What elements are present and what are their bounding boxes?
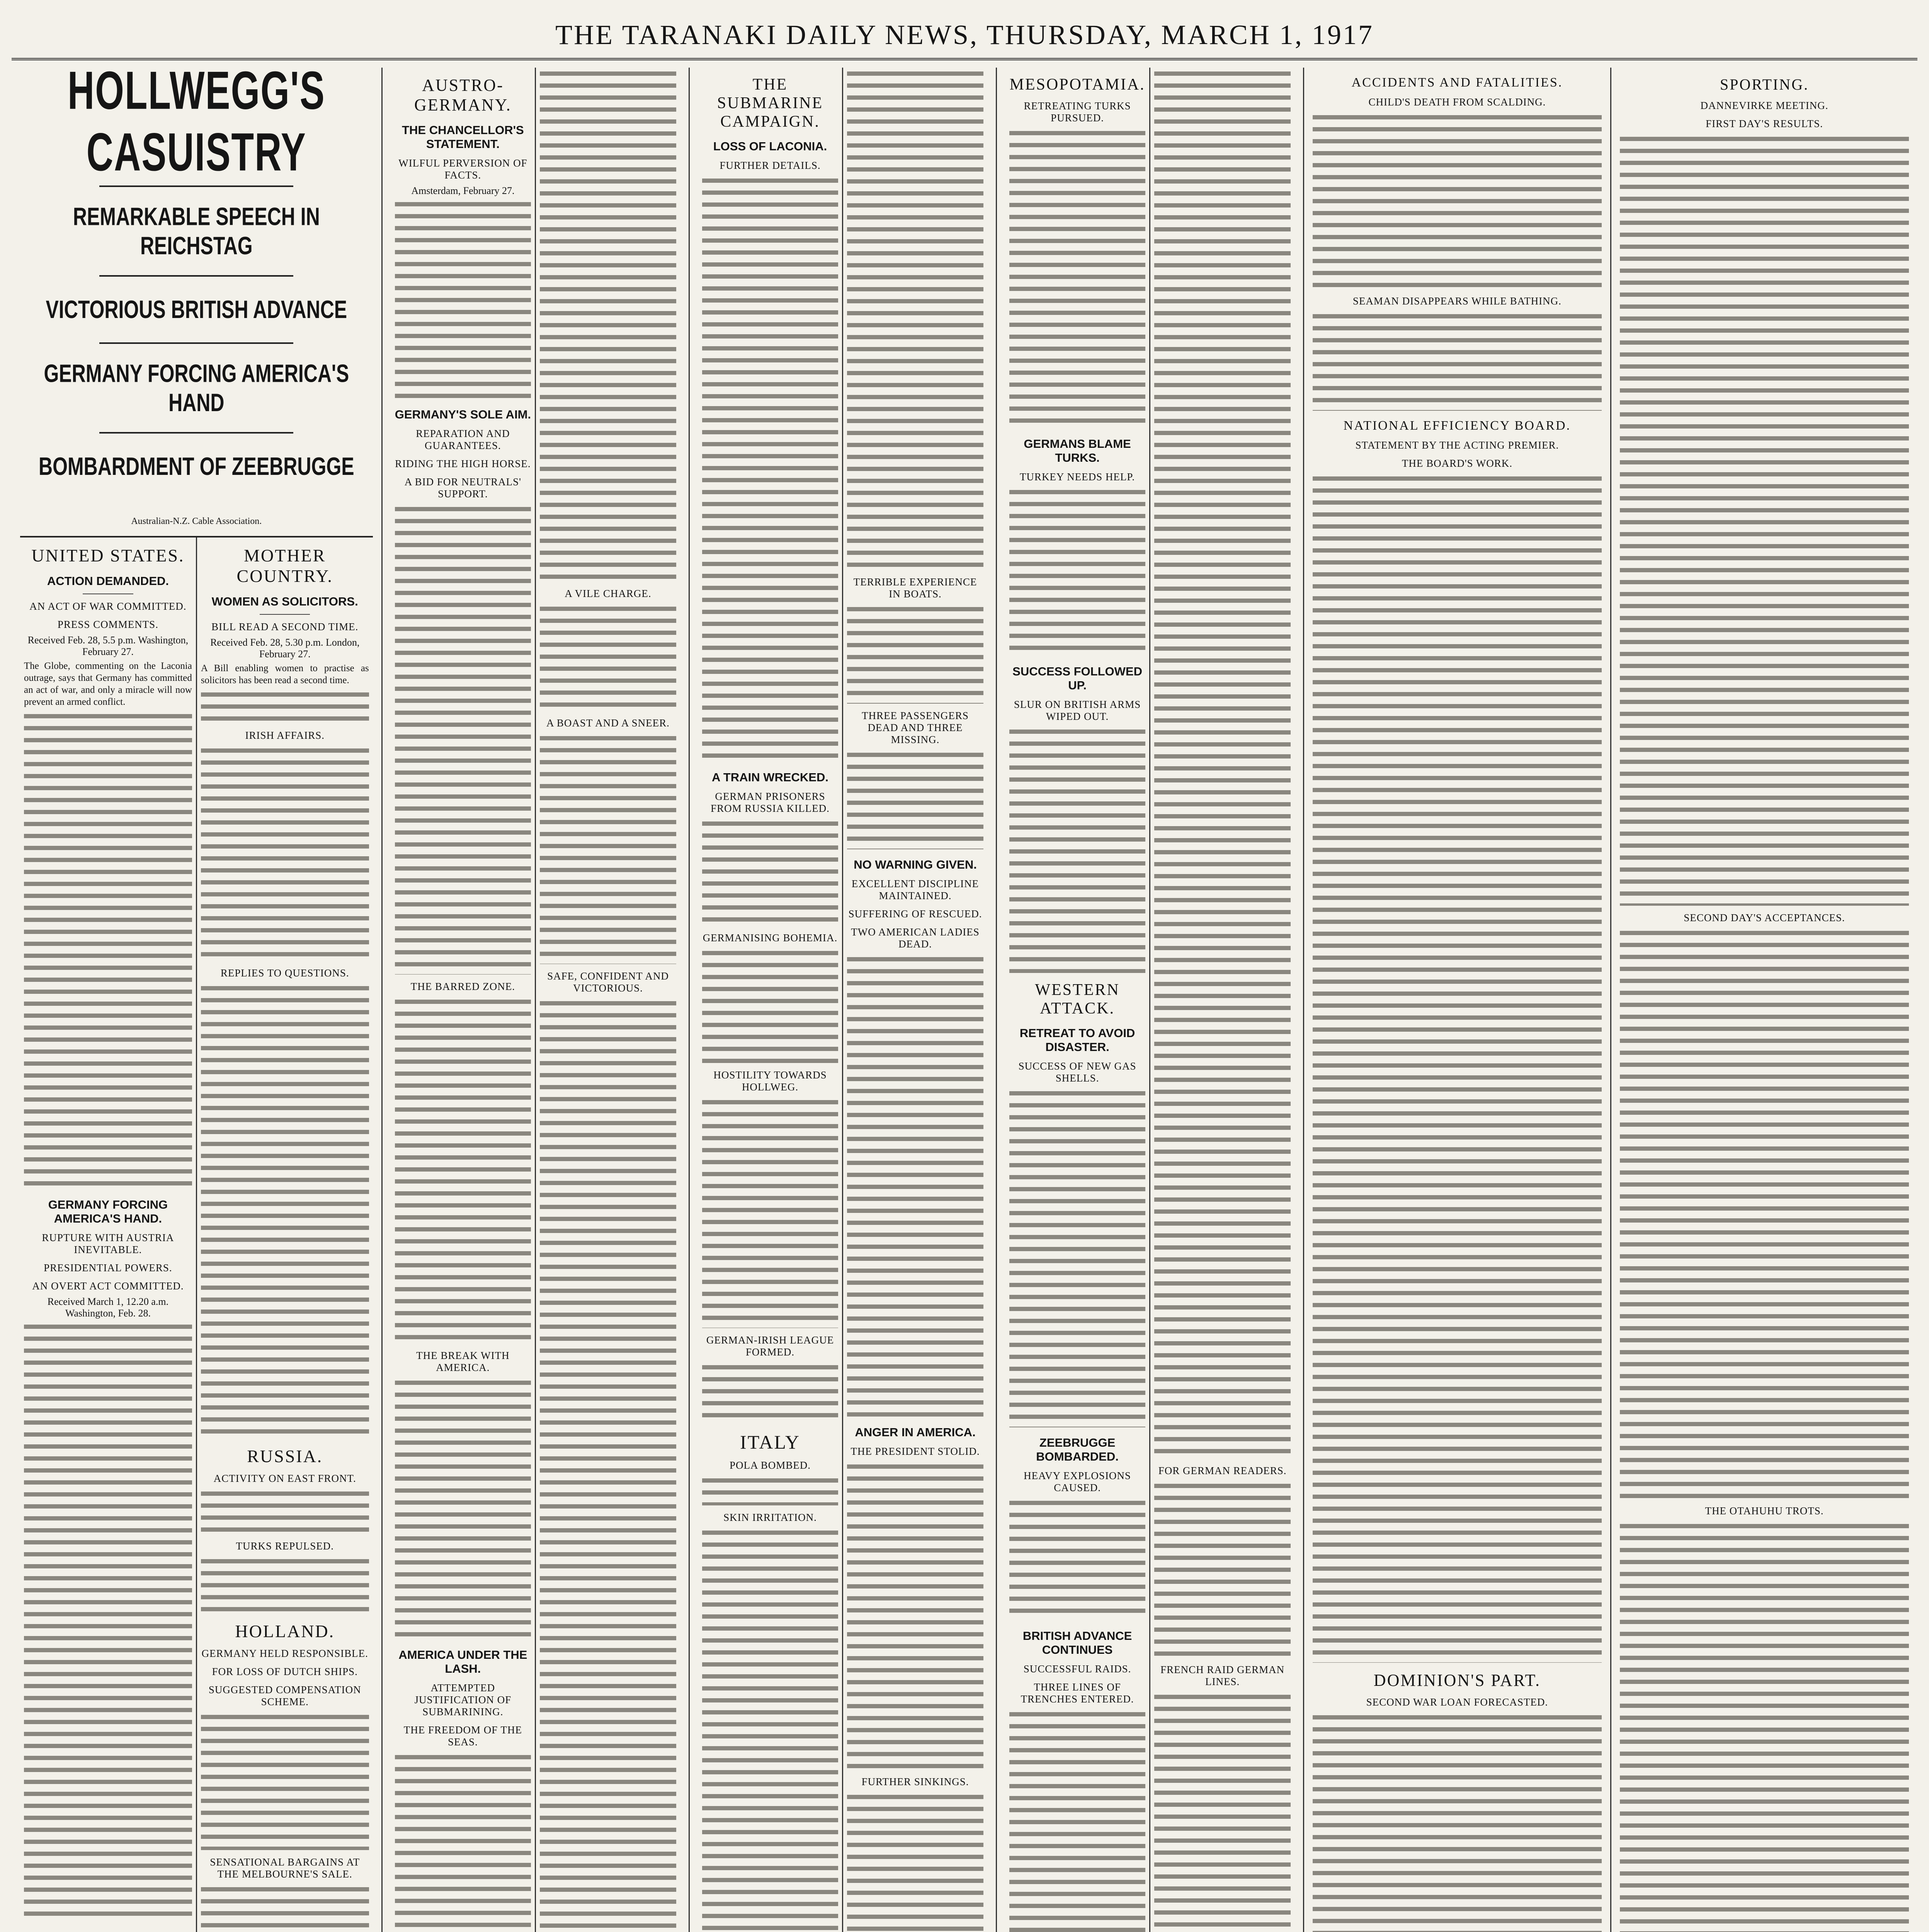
subhead: SAFE, CONFIDENT AND VICTORIOUS. xyxy=(547,970,669,994)
subhead: SUCCESS OF NEW GAS SHELLS. xyxy=(1018,1060,1136,1084)
column-2-split xyxy=(391,68,680,1932)
subhead: REPLIES TO QUESTIONS. xyxy=(220,967,349,979)
subhead: A BOAST AND A SNEER. xyxy=(546,717,670,729)
subhead: RETREATING TURKS PURSUED. xyxy=(1024,100,1131,124)
column-4-split xyxy=(1005,68,1295,1932)
subhead: WILFUL PERVERSION OF FACTS. xyxy=(398,157,527,181)
text-block xyxy=(1313,111,1602,289)
subhead: THE BARRED ZONE. xyxy=(410,981,515,992)
subhead: THE OTAHUHU TROTS. xyxy=(1705,1505,1824,1517)
subhead: GERMAN PRISONERS FROM RUSSIA KILLED. xyxy=(711,791,830,814)
subhead: TURKEY NEEDS HELP. xyxy=(1019,471,1135,483)
text-block xyxy=(395,1751,531,1932)
text-block xyxy=(540,68,676,582)
rule xyxy=(99,432,293,434)
subhead: A BID FOR NEUTRALS' SUPPORT. xyxy=(404,476,521,500)
headline: GERMANY'S SOLE AIM. xyxy=(395,408,531,421)
text-block xyxy=(1009,726,1146,973)
cable-credit: Australian-N.Z. Cable Association. xyxy=(131,516,262,526)
subhead: GERMANY HELD RESPONSIBLE. xyxy=(201,1648,368,1659)
headline: LOSS OF LACONIA. xyxy=(713,139,827,153)
text-block xyxy=(1009,1497,1146,1621)
submarine-section xyxy=(698,68,844,1932)
subhead: FOR GERMAN READERS. xyxy=(1158,1465,1287,1476)
text-block xyxy=(702,175,839,762)
mother-country-section xyxy=(197,537,373,1932)
section-title: HOLLAND. xyxy=(235,1621,335,1641)
subhead: AN OVERT ACT COMMITTED. xyxy=(32,1280,184,1292)
text-block xyxy=(1620,927,1909,1499)
column-4 xyxy=(997,68,1304,1932)
article-text: The Globe, commenting on the Laconia outrage, says that Germany has committed an act of war, and only a miracle will now prevent an armed conflict. xyxy=(24,661,192,707)
section-title: MOTHER COUNTRY. xyxy=(236,546,333,586)
text-block xyxy=(1620,133,1909,906)
text-block xyxy=(847,953,983,1417)
text-block xyxy=(847,603,983,704)
subhead: PRESIDENTIAL POWERS. xyxy=(44,1262,172,1274)
subhead: FOR LOSS OF DUTCH SHIPS. xyxy=(212,1666,358,1677)
dateline: Amsterdam, February 27. xyxy=(411,185,515,196)
text-block xyxy=(1313,310,1602,411)
subhead: HEAVY EXPLOSIONS CAUSED. xyxy=(1024,1470,1131,1493)
subhead: THREE PASSENGERS DEAD AND THREE MISSING. xyxy=(862,710,969,745)
headline: ZEEBRUGGE BOMBARDED. xyxy=(1036,1436,1119,1463)
text-block xyxy=(395,996,531,1344)
subhead: SUGGESTED COMPENSATION SCHEME. xyxy=(208,1684,361,1708)
subhead: TERRIBLE EXPERIENCE IN BOATS. xyxy=(853,576,977,600)
text-block xyxy=(201,1711,369,1850)
section-title: WESTERN ATTACK. xyxy=(1035,981,1120,1017)
section-title: ITALY xyxy=(740,1431,800,1453)
headline: NO WARNING GIVEN. xyxy=(854,858,977,871)
masthead: THE TARANAKI DAILY NEWS, THURSDAY, MARCH 1, 1917 xyxy=(12,12,1917,60)
text-block xyxy=(540,997,676,1932)
subhead: STATEMENT BY THE ACTING PREMIER. xyxy=(1355,439,1559,451)
subhead: IRISH AFFAIRS. xyxy=(245,730,325,741)
subhead: HOSTILITY TOWARDS HOLLWEG. xyxy=(713,1069,827,1093)
text-block xyxy=(395,1377,531,1639)
subhead: A VILE CHARGE. xyxy=(565,588,652,599)
text-block xyxy=(201,1488,369,1534)
text-block xyxy=(201,745,369,961)
text-block xyxy=(201,1883,369,1932)
column-3-split xyxy=(698,68,987,1932)
column-1 xyxy=(12,68,383,1932)
subhead: THE FREEDOM OF THE SEAS. xyxy=(403,1724,522,1748)
mesopotamia-section xyxy=(1005,68,1151,1932)
dateline: Received March 1, 12.20 a.m. Washington, Feb. 28. xyxy=(47,1296,169,1319)
subhead: RUPTURE WITH AUSTRIA INEVITABLE. xyxy=(42,1232,174,1255)
headline: BRITISH ADVANCE CONTINUES xyxy=(1022,1629,1132,1656)
subhead: BILL READ A SECOND TIME. xyxy=(211,621,359,633)
section-title: MESOPOTAMIA. xyxy=(1009,76,1145,94)
text-block xyxy=(1313,473,1602,1663)
austro-germany-section xyxy=(391,68,536,1932)
headline: ACTION DEMANDED. xyxy=(47,574,169,588)
text-block xyxy=(702,818,839,926)
text-block xyxy=(540,732,676,964)
text-block xyxy=(1620,1520,1909,1932)
column-6 xyxy=(1611,68,1917,1932)
text-block xyxy=(1154,1691,1291,1930)
subhead: DANNEVIRKE MEETING. xyxy=(1700,100,1829,111)
subhead: EXCELLENT DISCIPLINE MAINTAINED. xyxy=(851,878,979,901)
text-block xyxy=(847,68,983,570)
column-5 xyxy=(1304,68,1611,1932)
rule xyxy=(99,275,293,277)
column-2 xyxy=(383,68,690,1932)
rule xyxy=(99,185,293,187)
mesopotamia-continued xyxy=(1150,68,1295,1932)
subhead: FURTHER DETAILS. xyxy=(720,160,821,171)
dateline: Received Feb. 28, 5.5 p.m. Washington, February 27. xyxy=(27,634,189,657)
text-block xyxy=(1313,1711,1602,1932)
subhead: GERMANISING BOHEMIA. xyxy=(703,932,838,944)
headline: RETREAT TO AVOID DISASTER. xyxy=(1019,1026,1135,1054)
section-title: UNITED STATES. xyxy=(31,546,185,565)
divider xyxy=(260,614,310,615)
text-block xyxy=(540,603,676,711)
section-title: DOMINION'S PART. xyxy=(1373,1671,1541,1690)
text-block xyxy=(702,1361,839,1423)
subhead: GERMAN-IRISH LEAGUE FORMED. xyxy=(706,1334,834,1358)
text-block xyxy=(395,198,531,399)
subhead: FRENCH RAID GERMAN LINES. xyxy=(1160,1664,1285,1687)
section-title: ACCIDENTS AND FATALITIES. xyxy=(1351,75,1563,90)
headline: GERMANS BLAME TURKS. xyxy=(1024,437,1131,464)
text-block xyxy=(1009,1087,1146,1427)
subhead: SENSATIONAL BARGAINS AT THE MELBOURNE'S SALE. xyxy=(210,1856,360,1880)
subhead: SLUR ON BRITISH ARMS WIPED OUT. xyxy=(1014,699,1141,722)
subhead: THE BOARD'S WORK. xyxy=(1402,457,1512,469)
subhead: RIDING THE HIGH HORSE. xyxy=(395,458,531,469)
main-headline: HOLLWEGG'S CASUISTRY xyxy=(67,68,325,182)
subhead: TWO AMERICAN LADIES DEAD. xyxy=(851,926,980,950)
headline: WOMEN AS SOLICITORS. xyxy=(211,595,358,608)
headline: AMERICA UNDER THE LASH. xyxy=(398,1648,527,1675)
text-block xyxy=(702,1096,839,1328)
text-block xyxy=(1009,486,1146,656)
text-block xyxy=(201,982,369,1438)
article-text: A Bill enabling women to practise as solicitors has been read a second time. xyxy=(201,663,369,685)
subhead: PRESS COMMENTS. xyxy=(57,619,158,630)
subhead: POLA BOMBED. xyxy=(729,1459,811,1471)
subhead: SEAMAN DISAPPEARS WHILE BATHING. xyxy=(1352,295,1562,307)
headline: SUCCESS FOLLOWED UP. xyxy=(1012,665,1142,692)
text-block xyxy=(1009,1708,1146,1932)
united-states-section xyxy=(20,537,197,1932)
section-title: AUSTRO-GERMANY. xyxy=(414,76,512,114)
subhead: SECOND DAY'S ACCEPTANCES. xyxy=(1684,912,1845,923)
rule xyxy=(99,342,293,344)
text-block xyxy=(201,1555,369,1613)
austro-germany-continued xyxy=(536,68,680,1932)
subhead: THE BREAK WITH AMERICA. xyxy=(416,1350,510,1373)
dateline: Received Feb. 28, 5.30 p.m. London, February 27. xyxy=(210,637,360,660)
text-block xyxy=(24,710,192,1189)
subhead: THE PRESIDENT STOLID. xyxy=(851,1446,980,1457)
subhead: SECOND WAR LOAN FORECASTED. xyxy=(1366,1696,1548,1708)
subhead: REPARATION AND GUARANTEES. xyxy=(416,428,510,451)
subhead: ACTIVITY ON EAST FRONT. xyxy=(213,1473,356,1484)
submarine-continued xyxy=(843,68,987,1932)
text-block xyxy=(847,749,983,849)
subhead: CHILD'S DEATH FROM SCALDING. xyxy=(1368,96,1546,108)
headline: THE CHANCELLOR'S STATEMENT. xyxy=(402,123,524,151)
headline: A TRAIN WRECKED. xyxy=(712,770,828,784)
subhead: ATTEMPTED JUSTIFICATION OF SUBMARINING. xyxy=(414,1682,512,1718)
subhead: SUFFERING OF RESCUED. xyxy=(848,908,982,920)
text-block xyxy=(395,503,531,975)
text-block xyxy=(1154,68,1291,1459)
subhead: SKIN IRRITATION. xyxy=(723,1512,817,1523)
text-block xyxy=(24,1321,192,1923)
columns xyxy=(12,68,1917,1932)
headline: ANGER IN AMERICA. xyxy=(855,1425,976,1439)
sub-headline: REMARKABLE SPEECH IN REICHSTAG xyxy=(73,202,320,260)
headline: GERMANY FORCING AMERICA'S HAND. xyxy=(48,1198,168,1225)
sub-headline: BOMBARDMENT OF ZEEBRUGGE xyxy=(38,452,354,481)
text-block xyxy=(847,1791,983,1932)
column-1-split xyxy=(20,536,373,1932)
subhead: THREE LINES OF TRENCHES ENTERED. xyxy=(1021,1681,1134,1705)
text-block xyxy=(702,1527,839,1932)
text-block xyxy=(702,1475,839,1505)
text-block xyxy=(847,1461,983,1770)
section-title: SPORTING. xyxy=(1720,76,1809,93)
text-block xyxy=(1154,1480,1291,1658)
column-3 xyxy=(690,68,997,1932)
text-block xyxy=(1009,127,1146,429)
section-title: RUSSIA. xyxy=(247,1446,323,1466)
subhead: FURTHER SINKINGS. xyxy=(861,1776,969,1787)
subhead: SUCCESSFUL RAIDS. xyxy=(1023,1663,1131,1675)
subhead: FIRST DAY'S RESULTS. xyxy=(1706,118,1823,129)
subhead: AN ACT OF WAR COMMITTED. xyxy=(29,600,187,612)
sub-headline: VICTORIOUS BRITISH ADVANCE xyxy=(46,295,347,324)
text-block xyxy=(702,947,839,1063)
section-title: NATIONAL EFFICIENCY BOARD. xyxy=(1343,418,1571,433)
sub-headline: GERMANY FORCING AMERICA'S HAND xyxy=(44,359,349,417)
subhead: TURKS REPULSED. xyxy=(236,1540,334,1552)
section-title: THE SUBMARINE CAMPAIGN. xyxy=(717,76,823,131)
text-block xyxy=(201,689,369,723)
